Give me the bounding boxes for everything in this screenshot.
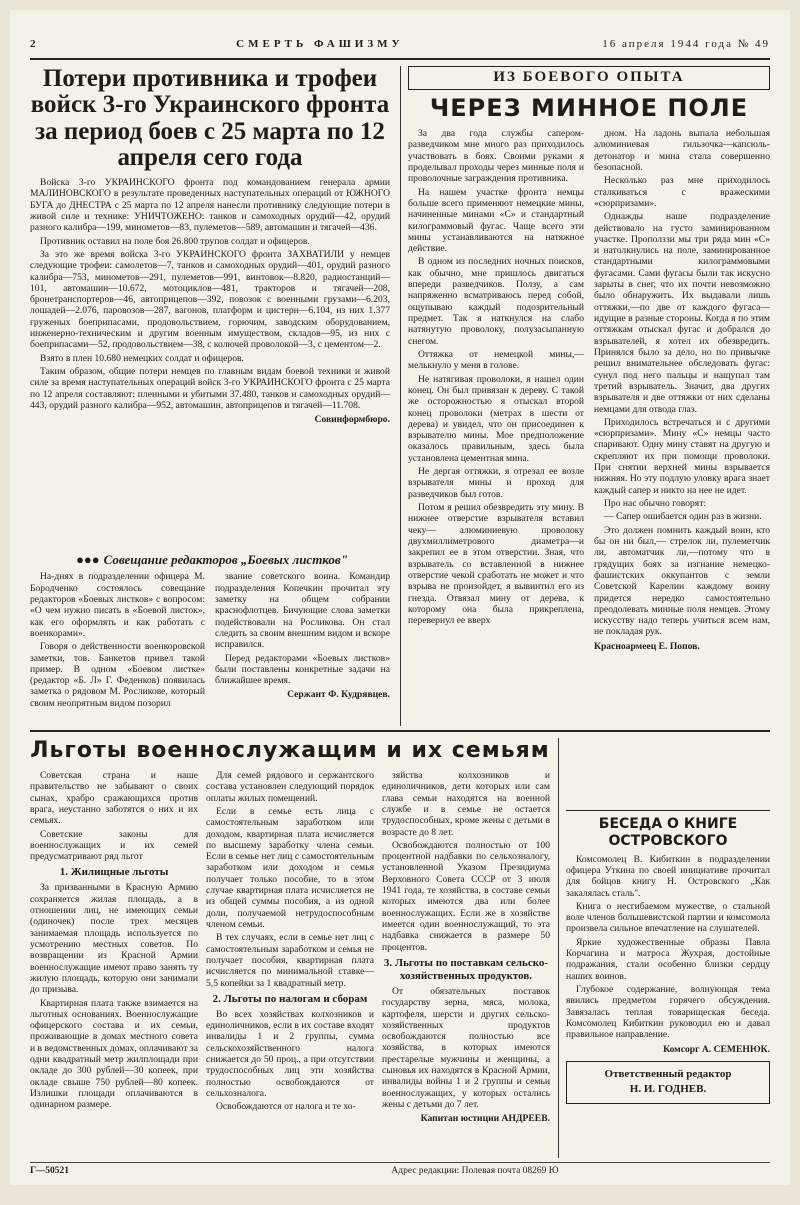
- mines-paragraph: В одном из последних ночных поисков, как обычно, мне пришлось двигаться впереди разведчиков. Ползу, а сам напряженно всматриваюсь перед собой, ощупываю каждый подозрительный предмет. Так я наткнулся на слабо натянутую проволоку, полузасыпанную снегом.: [408, 256, 584, 347]
- benefits-paragraph: Квартирная плата также взимается на льготных основаниях. Военнослужащие офицерского состава и их семьи, проживающие в домах местного совета и в ведомственных домах, оплачивают за одни квадратный метр жилплощади при окладе до 300 рублей—30 копеек, при окладе свыше 750 рублей—80 копеек. Излишки площади оплачиваются в одинарном размере.: [30, 997, 198, 1111]
- benefits-paragraph: В тех случаях, если в семье нет лиц с самостоятельным заработком и семья не получает пособия, квартирная плата исчисляется по минимальной ставке—5,5 копейки за 1 квадратный метр.: [206, 932, 374, 989]
- book-paragraph: Глубокое содержание, волнующая тема явились предметом горячего обсуждения. Завязалась теплая товарищеская беседа. Комсомолец Кибиткин руководил ею и давал правильное направление.: [566, 984, 770, 1041]
- article-losses: [30, 66, 390, 566]
- mines-column-1: [408, 128, 584, 652]
- headline-editors: ●●● Совещание редакторов „Боевых листков": [76, 552, 348, 567]
- newspaper-title: СМЕРТЬ ФАШИЗМУ: [236, 38, 404, 50]
- mines-paragraph: Несколько раз мне приходилось сталкиваться с вражескими «сюрпризами».: [594, 175, 770, 209]
- mines-paragraph: Это должен помнить каждый воин, кто бы он ни был,— стрелок ли, пулеметчик ли, автоматчик ли,—потому что в грядущих боях за изгнание немецко-фашистских оккупантов с земли Советской Карелии каждому воину придется нередко самостоятельно преодолевать минные поля немцев. Этому искусству надо теперь учиться всем нам, не покладая рук.: [594, 524, 770, 638]
- kicker-combat-experience: ИЗ БОЕВОГО ОПЫТА: [408, 66, 770, 90]
- page-number: 2: [30, 38, 38, 50]
- benefits-paragraph: зяйства колхозников и единоличников, дети которых или сам глава семьи находятся на военной службе и в семье не остается трудоспособных, кроме жены с детьми в возрасте до 8 лет.: [382, 769, 550, 838]
- article-editors: [30, 550, 390, 730]
- mines-paragraph: Приходилось встречаться и с другими «сюрпризами». Мину «С» немцы часто спаривают. Одну мину ставят на другую и скрепляют их при помощи проволоки. При снятии верхней мины взрывается нижняя. Но эту подлую уловку врага знает каждый сапер и никто на нее не идет.: [594, 416, 770, 496]
- editor-label: Ответственный редактор: [604, 1067, 732, 1080]
- mines-column-2: [594, 128, 770, 652]
- losses-paragraph: За это же время войска 3-го УКРАИНСКОГО фронта ЗАХВАТИЛИ у немцев следующие трофеи: самолетов—7, танков и самоходных орудий—401, орудий разного калибра—753, минометов—291, пулеметов—991, винтовок—8.820, радиостанций—101, автомашин—10.672, мотоциклов—481, тракторов и тягачей—208, бронетранспортеров—46, автоприцепов—392, повозок с военными грузами—6.203, лошадей—2.076, паровозов—287, вагонов, платформ и цистерн—6.104, из них 1.377 груженых боеприпасами, продовольствием, горючим, заводским оборудованием, инженерно-техническим и другим военным имуществом, складов—95, из них с боеприпасами—52, продовольствием—38, с колючей проволокой—3, с цементом—2.: [30, 248, 390, 351]
- mines-paragraph: На нашем участке фронта немцы больше всего применяют немецкие мины, начиненные минами «С» и стандартный килограммовый фугас. Чаще всего эти мины устанавливаются на натяжное действие.: [408, 186, 584, 255]
- book-paragraph: Яркие художественные образы Павла Корчагина и матроса Жухрая, достойные подражания, стали особенно близки сердцу наших воинов.: [566, 936, 770, 982]
- book-signature: Комсорг А. СЕМЕНЮК.: [663, 1043, 770, 1055]
- editor-box: [566, 1061, 770, 1104]
- page-footer: [30, 1162, 770, 1179]
- issue-date: 16 апреля 1944 года № 49: [602, 38, 770, 50]
- page-header: [30, 30, 770, 60]
- section-housing: 1. Жилищные льготы: [59, 866, 169, 879]
- mines-paragraph: За два года службы сапером-разведчиком мне много раз приходилось участвовать в боях. Своими руками я проделывал проходы через минные поля и проволочные заграждения противника.: [408, 128, 584, 185]
- section-deliveries: 3. Льготы по поставкам сельско-хозяйственных продуктов.: [383, 956, 549, 982]
- benefits-column-1: [30, 770, 198, 1125]
- mines-paragraph: — Сапер ошибается один раз в жизни.: [604, 511, 762, 523]
- benefits-paragraph: Во всех хозяйствах колхозников и единоличников, если в их составе входят инвалиды 1 и 2 группы, сумма сельскохозяйственного налога снижается до 50 проц., а при отсутствии трудоспособных лиц эти хозяйства полностью освобождаются от сельхозналога.: [206, 1008, 374, 1100]
- benefits-paragraph: От обязательных поставок государству зерна, мяса, молока, картофеля, шерсти и других сельско-хозяйственных продуктов освобождаются полностью все хозяйства, в которых имеются престарелые мужчины и женщины, а сыновья их находятся в Красной Армии, инвалиды войны 1 и 2 группы и семьи военнослужащих, у которых остались жены с детьми до 7 лет.: [382, 985, 550, 1111]
- column-divider: [400, 66, 401, 726]
- losses-paragraph: Противник оставил на поле боя 26.800 трупов солдат и офицеров.: [40, 235, 310, 247]
- book-paragraph: Книга о несгибаемом мужестве, о стальной воле членов большевистской партии и комсомола произвела сильное впечатление на слушателей.: [566, 900, 770, 935]
- section-taxes: 2. Льготы по налогам и сборам: [212, 992, 368, 1005]
- editors-paragraph: Говоря о действенности военкоровской заметки, тов. Банкетов привел такой пример. В одном «Боевом листке» (редактор «Б. Л» Г. Феденков) появилась заметка о рядовом М. Росликове, который своим неопрятным видом позорил: [30, 641, 205, 709]
- editors-column-1: [30, 571, 205, 711]
- mines-signature: Красноармеец Е. Попов.: [594, 640, 700, 652]
- editorial-address: Адрес редакции: Полевая почта 08269 Ю: [391, 1166, 559, 1176]
- losses-signature: Совинформбюро.: [314, 414, 390, 426]
- benefits-paragraph: Освобождаются полностью от 100 процентной надбавки по сельхозналогу, установленной Указом Президиума Верховного Совета СССР от 3 июля 1941 года, те хозяйства, в составе семьи которых имеются два или более военнослужащих. Если же в хозяйстве имеется один военнослужащий, то эта надбавка снижается в размере 50 процентов.: [382, 839, 550, 953]
- mines-paragraph: Не натягивая проволоки, я нашел один конец. Он был привязан к дереву. С такой же осторожностью я отыскал второй конец проволоки (метрах в шести от дерева) и увидел, что он присоединен к взрывателю мины. Мое предположение оказалось правильным, здесь была установлена цементная мина.: [408, 373, 584, 464]
- horizontal-rule: [30, 730, 770, 732]
- editor-name: Н. И. ГОДНЕВ.: [629, 1083, 707, 1096]
- editors-paragraph: На-днях в подразделении офицера М. Бородченко состоялось совещание редакторов «Боевых листков» с вопросом: «О чем нужно писать в «Боевой листок», как его оформлять и как работать с военкорами».: [30, 571, 205, 639]
- benefits-column-3: [382, 770, 550, 1125]
- mines-paragraph: дном. На ладонь выпала небольшая алюминиевая гильзочка—капсюль-детонатор и мина стала совершенно безопасной.: [594, 128, 770, 173]
- book-paragraph: Комсомолец В. Кибиткин в подразделении офицера Уткина по своей инициативе прочитал для бойцов книгу Н. Островского „Как закалялась сталь".: [566, 853, 770, 899]
- editors-signature: Сержант Ф. Кудрявцев.: [287, 689, 390, 701]
- mines-paragraph: Оттяжка от немецкой мины,—мелькнуло у меня в голове.: [408, 348, 584, 372]
- print-code: Г—50521: [30, 1166, 70, 1176]
- editors-paragraph: звание советского воина. Командир подразделения Копечкин прочитал эту заметку на общем собрании краснофлотцев. Бичующие слова заметки подействовали на Росликова. Он стал следить за своим внешним видом и вскоре исправился.: [215, 571, 390, 651]
- benefits-paragraph: Если в семье есть лица с самостоятельным заработком или доходом, квартирная плата исчисляется по высшему заработку члена семьи. Если в семье нет лиц с самостоятельным заработком или доходом и семья получает только пособие, то в этом случае квартирная плата исчисляется не из общей суммы пособия, а из одной доли, получаемой нетрудоспособным членом семьи.: [206, 805, 374, 931]
- losses-paragraph: Таким образом, общие потери немцев по главным видам боевой техники и живой силе за время наступательных операций войск 3-го УКРАИНСКОГО фронта с 25 марта по 12 апреля составляют: пленными и убитыми 37.480, танков и самоходных орудий—443, орудий разного калибра—952, автомашин, автоприцепов и тягачей—11.708.: [30, 366, 390, 411]
- editors-column-2: [215, 571, 390, 711]
- benefits-paragraph: За призванными в Красную Армию сохраняется жилая площадь, а в отношении лиц, не имеющих семьи (одиночек) после трех месяцев занимаемая площадь используется по усмотрению местных советов. По возвращении из Красной Армии военнослужащие имеют право занять ту жилую площадь, которую они занимали до призыва.: [30, 882, 198, 996]
- benefits-signature: Капитан юстиции АНДРЕЕВ.: [420, 1113, 550, 1125]
- article-benefits: [30, 738, 550, 1158]
- benefits-paragraph: Советские законы для военнослужащих и их семей предусматривают ряд льгот: [30, 828, 198, 863]
- column-divider-bottom: [558, 738, 559, 1158]
- benefits-paragraph: Для семей рядового и сержантского состава установлен следующий порядок оплаты жилых помещений.: [206, 769, 374, 804]
- benefits-paragraph: Советская страна и наше правительство не забывают о своих сынах, храбро сражающихся против врага, неустанно заботятся о них и их семьях.: [30, 769, 198, 827]
- article-mines: [408, 66, 770, 706]
- benefits-column-2: [206, 770, 374, 1125]
- headline-losses: Потери противника и трофеи войск 3-го Украинского фронта за период боев с 25 марта по 12 апреля сего года: [30, 66, 390, 171]
- editors-paragraph: Перед редакторами «Боевых листков» были поставлены конкретные задачи на ближайшее время.: [215, 652, 390, 687]
- mines-paragraph: Про нас обычно говорят:: [604, 498, 707, 509]
- headline-benefits: Льготы военнослужащим и их семьям: [30, 738, 550, 763]
- mines-paragraph: Однажды наше подразделение действовало на густо заминированном участке. Прополззи мы три ряда мин «С» и натолкнулись на поле, заминированное стандартными килограммовыми фугасами. Сами фугасы были так искусно зарыты в снег, что их почти невозможно было обнаружить. Их выдавали лишь оттяжки,—по две от каждого фугаса—идущие в разные стороны. Когда я по этим оттяжкам отыскал фугас и добрался до взрывателей, я хотел их обезвредить. Принялся было за дело, но по привычке решил внимательнее обследовать фугас: сунул под него пальцы и нащупал там третий взрыватель. Значит, два других взрывателя и две оттяжки от них сделаны немцами для отвода глаз.: [594, 211, 770, 415]
- losses-paragraph: Войска 3-го УКРАИНСКОГО фронта под командованием генерала армии МАЛИНОВСКОГО в результате проведенных наступательных операций от ЮЖНОГО БУГА до ДНЕСТРА с 25 марта по 12 апреля нанесли противнику следующие потери в живой силе и технике: УНИЧТОЖЕНО: танков и самоходных орудий—42, орудий разного калибра—199, минометов—83, пулеметов—589, автомашин и тягачей—436.: [30, 177, 390, 234]
- benefits-paragraph: Освобождаются от налога и те хо-: [216, 1101, 356, 1113]
- losses-body: [30, 177, 390, 411]
- headline-mines: ЧЕРЕЗ МИННОЕ ПОЛЕ: [429, 93, 749, 122]
- losses-paragraph: Взято в плен 10.680 немецких солдат и офицеров.: [40, 352, 244, 364]
- mines-paragraph: Потом я решил обезвредить эту мину. В нижнее отверстие взрывателя вставил чеку— алюминиевую проволоку двухмиллиметрового диаметра—и закрепил ее в этом отверстии. Зная, что взрыватель со вставленной в нижнее отверстие чекой сработать не может и что взрыва не произойдет, я вывинтил его из гнезда. Отвязал мину от дерева, к которому она была прикреплена, перевернул ее вверх: [408, 502, 584, 627]
- headline-book: БЕСЕДА О КНИГЕ ОСТРОВСКОГО: [566, 810, 770, 850]
- article-book: [566, 810, 770, 1160]
- mines-paragraph: Не дергая оттяжки, я отрезал ее возле взрывателя мины и проход для разведчиков был готов.: [408, 466, 584, 500]
- newspaper-page: [10, 10, 790, 1185]
